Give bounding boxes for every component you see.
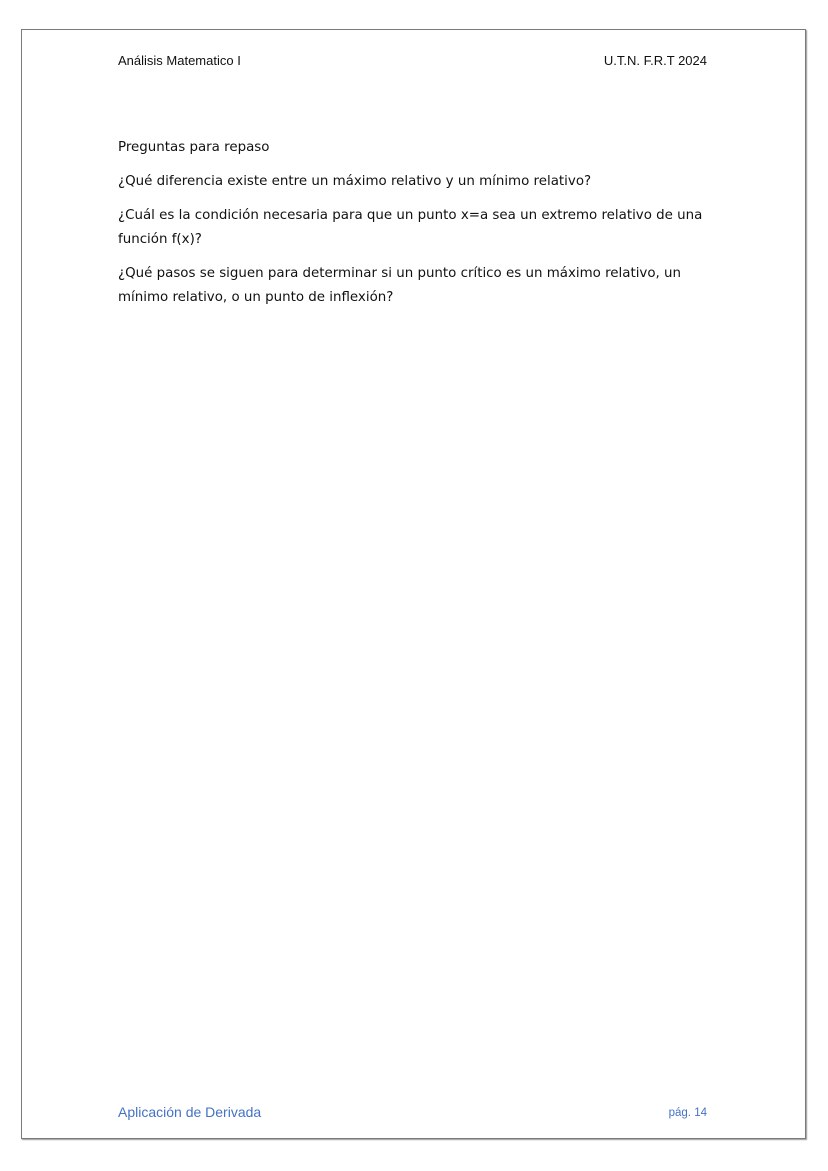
document-page xyxy=(21,29,806,1139)
question-1: ¿Qué diferencia existe entre un máximo relativo y un mínimo relativo? xyxy=(118,174,592,189)
header-institution: U.T.N. F.R.T 2024 xyxy=(603,53,707,68)
footer-page-number: pág. 14 xyxy=(668,1107,707,1119)
header-course-title: Análisis Matematico I xyxy=(118,53,241,68)
section-heading: Preguntas para repaso xyxy=(118,140,270,155)
question-3: ¿Qué pasos se siguen para determinar si un punto crítico es un máximo relativo, un mínimo relativo, o un punto de inflexión? xyxy=(118,266,682,305)
question-2: ¿Cuál es la condición necesaria para que un punto x=a sea un extremo relativo de una función f(x)? xyxy=(118,208,703,247)
footer-chapter-title: Aplicación de Derivada xyxy=(118,1104,262,1120)
page-body xyxy=(118,136,718,320)
